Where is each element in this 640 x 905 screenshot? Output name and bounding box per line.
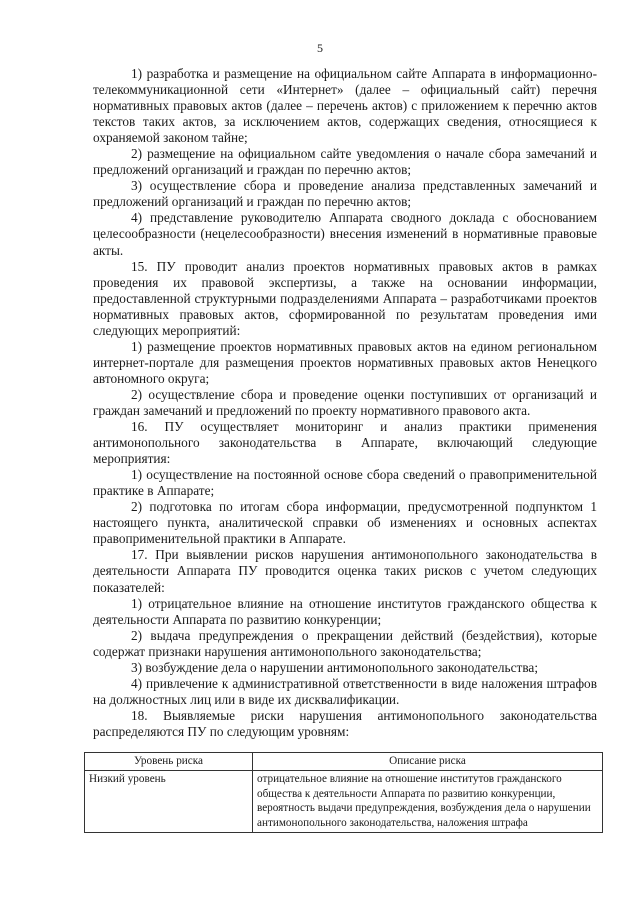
paragraph: 3) осуществление сбора и проведение анализа представленных замечаний и предложений организаций и граждан по перечню актов; (93, 178, 597, 210)
paragraph: 3) возбуждение дела о нарушении антимонопольного законодательства; (131, 659, 539, 675)
paragraph: 2) размещение на официальном сайте уведомления о начале сбора замечаний и предложений организаций и граждан по перечню актов; (93, 146, 597, 178)
paragraph: 18. Выявляемые риски нарушения антимонопольного законодательства распределяются ПУ по следующим уровням: (93, 707, 597, 739)
paragraph: 2) осуществление сбора и проведение оценки поступивших от организаций и граждан замечаний и предложений по проекту нормативного правового акта. (93, 386, 597, 418)
paragraph: 1) размещение проектов нормативных правовых актов на едином региональном интернет-портале для размещения проектов нормативных правовых актов Ненецкого автономного округа; (93, 338, 597, 386)
paragraph: 17. При выявлении рисков нарушения антимонопольного законодательства в деятельности Аппарата ПУ проводится оценка таких рисков с учетом следующих показателей: (93, 547, 597, 595)
paragraph: 1) разработка и размещение на официальном сайте Аппарата в информационно-телекоммуникационной сети «Интернет» (далее – официальный сайт) перечня нормативных правовых актов (далее – перечень актов) с приложением к перечню актов текстов таких актов, за исключением актов, содержащих сведения, относящиеся к охраняемой законом тайне; (93, 66, 597, 146)
risk-description-cell: отрицательное влияние на отношение институтов гражданского общества к деятельности Аппарата по развитию конкуренции, вероятность выдачи предупреждения, возбуждения дела о нарушении антимонопольного законодательства, наложения штрафа (253, 770, 603, 832)
paragraph: 2) выдача предупреждения о прекращении действий (бездействия), которые содержат признаки нарушения антимонопольного законодательства; (93, 627, 597, 659)
paragraph: 4) представление руководителю Аппарата сводного доклада с обоснованием целесообразности (нецелесообразности) внесения изменений в нормативные правовые акты. (93, 210, 597, 258)
paragraph: 1) отрицательное влияние на отношение институтов гражданского общества к деятельности Аппарата по развитию конкуренции; (93, 595, 597, 627)
paragraph: 2) подготовка по итогам сбора информации, предусмотренной подпунктом 1 настоящего пункта, аналитической справки об изменениях и основных аспектах правоприменительной практики в Аппарате. (93, 499, 597, 547)
risk-level-cell: Низкий уровень (85, 770, 253, 832)
page-number: 5 (317, 41, 323, 55)
table-header-row (85, 753, 603, 771)
header-risk-description: Описание риска (253, 753, 603, 771)
paragraph: 15. ПУ проводит анализ проектов нормативных правовых актов в рамках проведения их правовой экспертизы, а также на основании информации, предоставленной структурными подразделениями Аппарата – разработчиками проектов нормативных правовых актов, сформированной по результатам проведения ими следующих мероприятий: (93, 258, 597, 338)
header-risk-level: Уровень риска (85, 753, 253, 771)
risk-level-table (84, 752, 603, 833)
document-body (93, 66, 597, 740)
paragraph: 16. ПУ осуществляет мониторинг и анализ практики применения антимонопольного законодательства в Аппарате, включающий следующие мероприятия: (93, 419, 597, 467)
table-row (85, 770, 603, 832)
paragraph: 1) осуществление на постоянной основе сбора сведений о правоприменительной практике в Аппарате; (93, 467, 597, 499)
paragraph: 4) привлечение к административной ответственности в виде наложения штрафов на должностных лиц или в виде их дисквалификации. (93, 675, 597, 707)
